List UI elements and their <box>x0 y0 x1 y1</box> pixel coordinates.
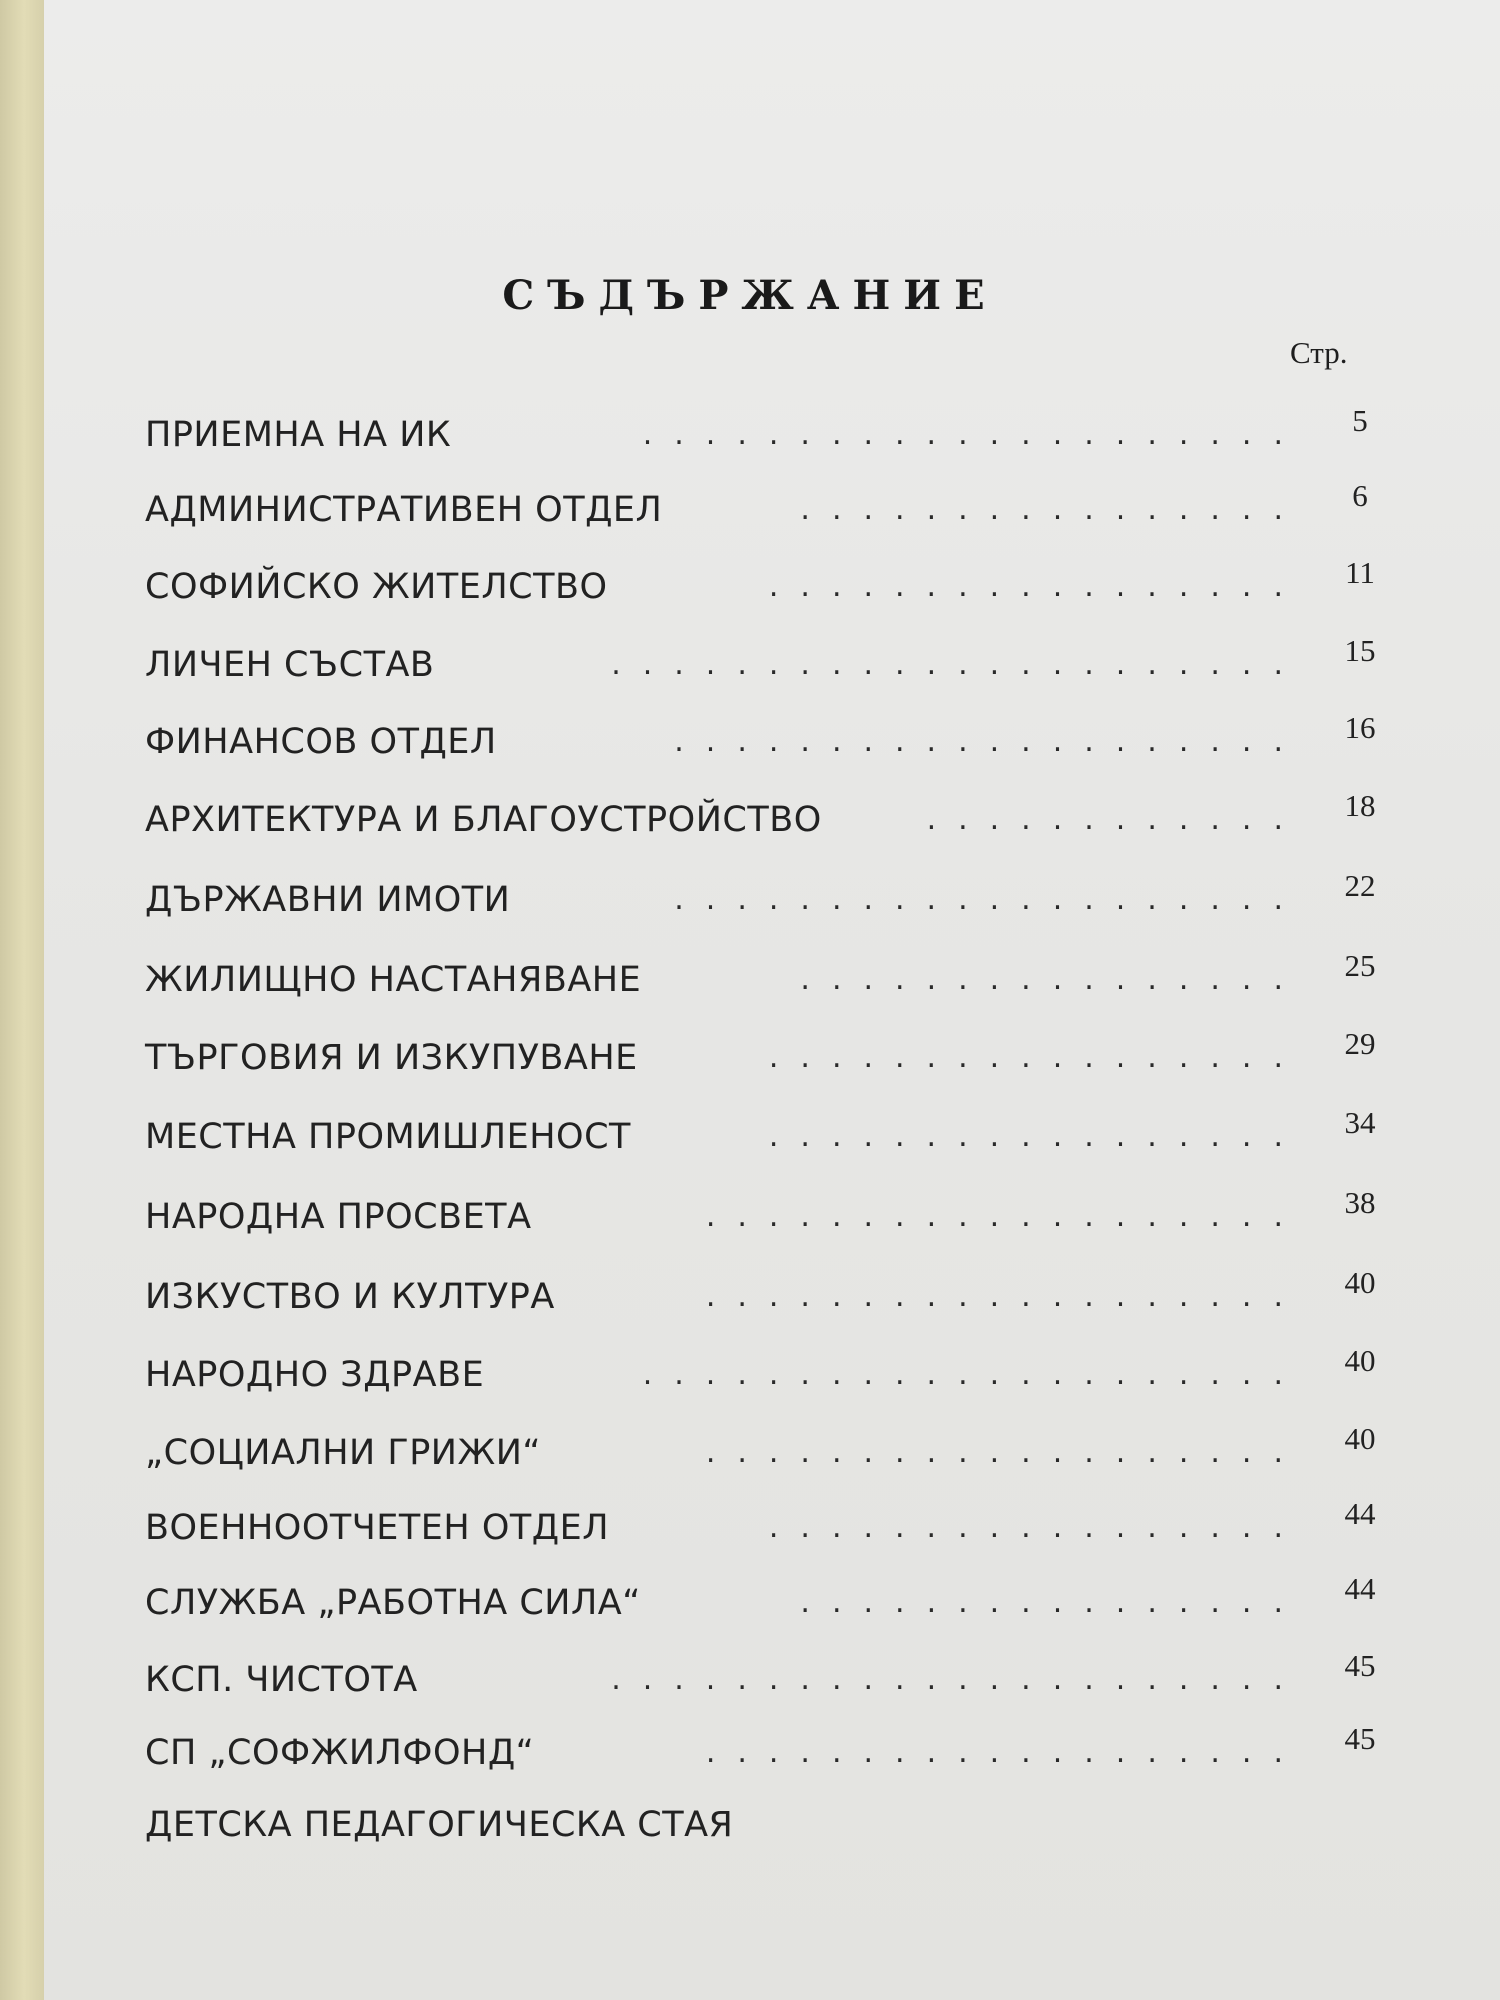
toc-entry-page: 40 <box>1344 1421 1376 1456</box>
toc-entry-title: СП „СОФЖИЛФОНД“ <box>145 1733 535 1773</box>
toc-entry <box>145 1496 1400 1553</box>
toc-entry-title: ИЗКУСТВО И КУЛТУРА <box>145 1277 555 1317</box>
toc-entry <box>145 710 1400 767</box>
toc-dot-leader: ................. <box>768 569 1305 604</box>
toc-dot-leader: ................. <box>768 1040 1305 1075</box>
toc-entry <box>145 1026 1400 1083</box>
toc-dot-leader: ..................... <box>642 1357 1305 1392</box>
toc-entry-page: 40 <box>1344 1343 1376 1378</box>
toc-dot-leader: ............ <box>926 802 1305 837</box>
toc-dot-leader: ...................... <box>611 647 1305 682</box>
page-column-label: Стр. <box>1290 335 1348 370</box>
toc-entry-page: 45 <box>1344 1648 1376 1683</box>
toc-entry-page: 25 <box>1344 948 1376 983</box>
toc-entry <box>145 633 1400 690</box>
toc-entry <box>145 1421 1400 1478</box>
toc-entry <box>145 1721 1400 1778</box>
toc-dot-leader: ................... <box>705 1735 1305 1770</box>
toc-entry <box>145 1105 1400 1162</box>
toc-entry <box>145 403 1400 460</box>
toc-entry-page: 45 <box>1344 1721 1376 1756</box>
toc-entry-title: ДЪРЖАВНИ ИМОТИ <box>145 880 511 920</box>
toc-entry <box>145 1343 1400 1400</box>
toc-entry <box>145 1571 1400 1628</box>
toc-dot-leader: ................. <box>768 1510 1305 1545</box>
toc-entry-page: 16 <box>1344 710 1376 745</box>
toc-entry <box>145 1185 1400 1242</box>
toc-entry-title: НАРОДНА ПРОСВЕТА <box>145 1197 532 1237</box>
toc-dot-leader: ................ <box>800 492 1305 527</box>
toc-entry-page: 22 <box>1344 868 1376 903</box>
toc-entry-title: НАРОДНО ЗДРАВЕ <box>145 1355 485 1395</box>
toc-entry-title: „СОЦИАЛНИ ГРИЖИ“ <box>145 1433 542 1473</box>
toc-dot-leader: .................... <box>674 882 1305 917</box>
toc-entry-title: СЛУЖБА „РАБОТНА СИЛА“ <box>145 1583 641 1623</box>
toc-entry <box>145 478 1400 535</box>
toc-dot-leader: ...................... <box>611 1662 1305 1697</box>
toc-entry-page: 40 <box>1344 1265 1376 1300</box>
toc-dot-leader: ................. <box>768 1119 1305 1154</box>
toc-entry-title: ЛИЧЕН СЪСТАВ <box>145 645 435 685</box>
toc-entry-page: 44 <box>1344 1571 1376 1606</box>
toc-dot-leader: ..................... <box>642 417 1305 452</box>
toc-entry-page: 38 <box>1344 1185 1376 1220</box>
toc-dot-leader: ................... <box>705 1199 1305 1234</box>
toc-dot-leader: ................... <box>705 1435 1305 1470</box>
toc-entry-title: ЖИЛИЩНО НАСТАНЯВАНЕ <box>145 960 642 1000</box>
toc-entry-title: МЕСТНА ПРОМИШЛЕНОСТ <box>145 1117 631 1157</box>
toc-entry-page: 44 <box>1344 1496 1376 1531</box>
toc-dot-leader: .................... <box>674 724 1305 759</box>
toc-entry <box>145 1265 1400 1322</box>
toc-entry-title: ФИНАНСОВ ОТДЕЛ <box>145 722 497 762</box>
toc-entry-title: СОФИЙСКО ЖИТЕЛСТВО <box>145 567 608 607</box>
page-title: СЪДЪРЖАНИЕ <box>502 271 998 319</box>
toc-entry <box>145 948 1400 1005</box>
toc-entry-title: КСП. ЧИСТОТА <box>145 1660 418 1700</box>
toc-entry-title: АДМИНИСТРАТИВЕН ОТДЕЛ <box>145 490 663 530</box>
toc-dot-leader: ................ <box>800 962 1305 997</box>
toc-entry-page: 18 <box>1344 788 1376 823</box>
toc-entry-title: АРХИТЕКТУРА И БЛАГОУСТРОЙСТВО <box>145 800 822 840</box>
toc-entry-page: 6 <box>1352 478 1368 513</box>
toc-entry-page: 5 <box>1352 403 1368 438</box>
toc-entry <box>145 1800 1400 1850</box>
toc-entry <box>145 788 1400 845</box>
toc-entry <box>145 555 1400 612</box>
toc-entry <box>145 1648 1400 1705</box>
toc-entry <box>145 868 1400 925</box>
toc-entry-page: 34 <box>1344 1105 1376 1140</box>
toc-entry-page: 15 <box>1344 633 1376 668</box>
toc-entry-title: ДЕТСКА ПЕДАГОГИЧЕСКА СТАЯ <box>145 1805 734 1845</box>
toc-entry-title: ТЪРГОВИЯ И ИЗКУПУВАНЕ <box>145 1038 638 1078</box>
toc-dot-leader: ................... <box>705 1279 1305 1314</box>
toc-dot-leader: ................ <box>800 1585 1305 1620</box>
toc-entry-page: 11 <box>1345 555 1375 590</box>
toc-entry-page: 29 <box>1344 1026 1376 1061</box>
toc-entry-title: ПРИЕМНА НА ИК <box>145 415 452 455</box>
toc-entry-title: ВОЕННООТЧЕТЕН ОТДЕЛ <box>145 1508 610 1548</box>
